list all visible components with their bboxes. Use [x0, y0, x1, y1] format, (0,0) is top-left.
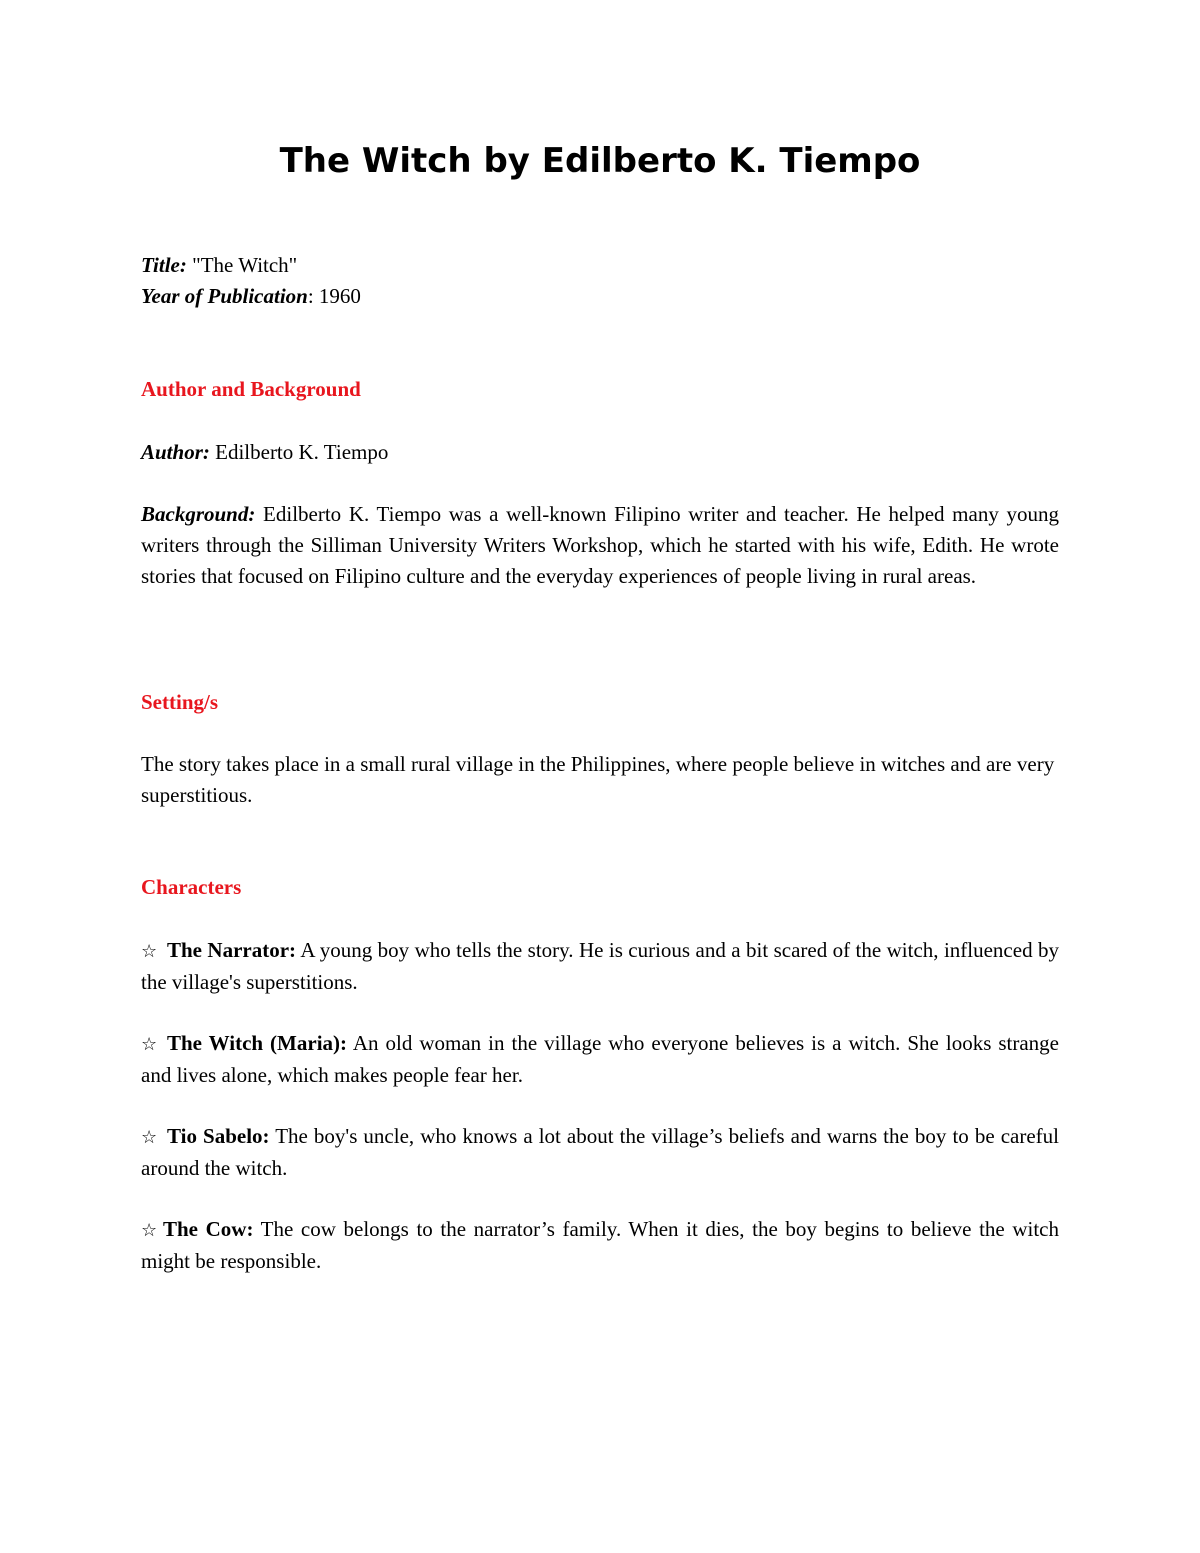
- character-item: [141, 1121, 1059, 1184]
- star-icon: ☆: [141, 1127, 158, 1148]
- author-label: Author:: [141, 440, 210, 464]
- title-value: "The Witch": [192, 253, 298, 277]
- year-label: Year of Publication: [141, 284, 308, 308]
- setting-section-heading: Setting/s: [141, 690, 219, 714]
- year-line: [141, 281, 1059, 312]
- character-name: The Witch (Maria):: [167, 1031, 348, 1055]
- setting-paragraph: The story takes place in a small rural village in the Philippines, where people believe in witches and are very superstitious.: [141, 752, 1055, 807]
- character-description: The cow belongs to the narrator’s family. When it dies, the boy begins to believe the witch might be responsible.: [141, 1217, 1059, 1273]
- character-description: A young boy who tells the story. He is curious and a bit scared of the witch, influenced by the village's superstitions.: [141, 938, 1059, 994]
- title-line: [141, 250, 1059, 281]
- characters-section-heading: Characters: [141, 875, 242, 899]
- character-item: [141, 935, 1059, 998]
- character-name: Tio Sabelo:: [167, 1124, 270, 1148]
- author-section-heading: Author and Background: [141, 377, 361, 401]
- star-icon: ☆: [141, 941, 158, 962]
- author-line: [141, 437, 1059, 468]
- background-label: Background:: [141, 502, 256, 526]
- character-name: The Cow:: [163, 1217, 254, 1241]
- character-name: The Narrator:: [167, 938, 297, 962]
- background-paragraph: [141, 499, 1059, 592]
- character-item: [141, 1214, 1059, 1277]
- document-title: The Witch by Edilberto K. Tiempo: [279, 141, 921, 181]
- background-text: Edilberto K. Tiempo was a well-known Filipino writer and teacher. He helped many young writers through the Silliman University Writers Workshop, which he started with his wife, Edith. He wrote stories that focused on Filipino culture and the everyday experiences of people living in rural areas.: [141, 502, 1060, 588]
- title-label: Title:: [141, 253, 187, 277]
- star-icon: ☆: [141, 1034, 158, 1055]
- character-description: The boy's uncle, who knows a lot about the village’s beliefs and warns the boy to be careful around the witch.: [141, 1124, 1059, 1180]
- author-value: Edilberto K. Tiempo: [215, 440, 389, 464]
- document-page: [141, 0, 1059, 1553]
- character-item: [141, 1028, 1059, 1091]
- character-description: An old woman in the village who everyone believes is a witch. She looks strange and lives alone, which makes people fear her.: [141, 1031, 1060, 1087]
- year-value: : 1960: [307, 284, 361, 308]
- star-icon: ☆: [141, 1220, 158, 1241]
